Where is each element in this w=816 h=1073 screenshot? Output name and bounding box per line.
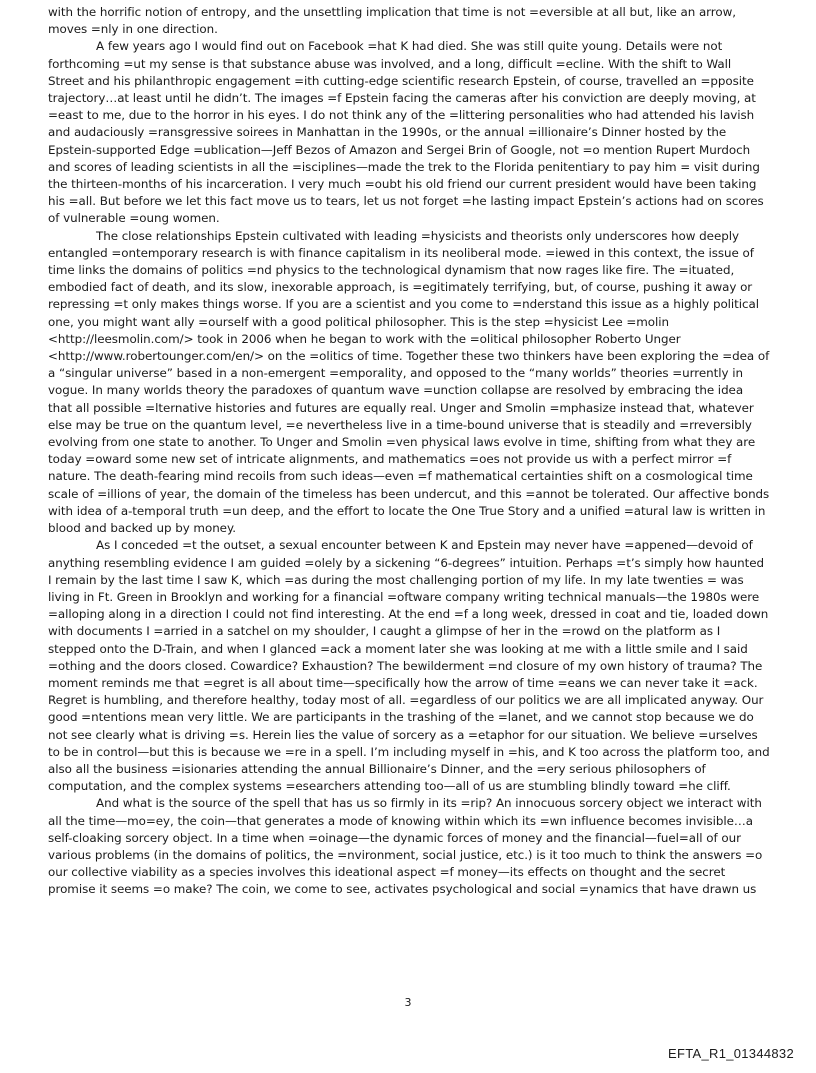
bates-number: EFTA_R1_01344832	[668, 1046, 794, 1061]
paragraph-physicists: The close relationships Epstein cultivated with leading =hysicists and theorists only underscores how deeply entangled =ontemporary research is with finance capitalism in its neoliberal mode. =iewed in this context, the issue of time links the domains of politics =nd physics to the technological dynamism that now rages like fire. The =ituated, embodied fact of death, and its slow, inexorable approach, is =egitimately terrifying, but, of course, pushing it away or repressing =t only makes things worse. If you are a scientist and you come to =nderstand this issue as a highly political one, you might want ally =ourself with a good political philosopher. This is the step =hysicist Lee =molin <http://leesmolin.com/> took in 2006 when he began to work with the =olitical philosopher Roberto Unger <http://www.robertounger.com/en/> on the =olitics of time. Together these two thinkers have been exploring the =dea of a “singular universe” based in a non-emergent =emporality, and opposed to the “many worlds” theories =urrently in vogue. In many worlds theory the paradoxes of quantum wave =unction collapse are resolved by embracing the idea that all possible =lternative histories and futures are equally real. Unger and Smolin =mphasize instead that, whatever else may be true on the quantum level, =e nevertheless live in a time-bound universe that is steadily and =rreversibly evolving from one state to another. To Unger and Smolin =ven physical laws evolve in time, shifting from what they are today =oward some new set of intricate alignments, and mathematics =oes not provide us with a perfect mirror =f nature. The death-fearing mind recoils from such ideas—even =f mathematical certainties shift on a cosmological time scale of =illions of year, the domain of the timeless has been undercut, and this =annot be tolerated. Our affective bonds with idea of a-temporal truth =un deep, and the effort to locate the One True Story and a unified =atural law is written in blood and backed up by money.	[48, 228, 770, 536]
paragraph-encounter: As I conceded =t the outset, a sexual encounter between K and Epstein may never have =appened—devoid of anything resembling evidence I am guided =olely by a sickening “6-degrees” intuition. Perhaps =t’s simply how haunted I remain by the last time I saw K, which =as during the most challenging portion of my life. In my late twenties = was living in Ft. Green in Brooklyn and working for a financial =oftware company writing technical manuals—the 1980s were =alloping along in a direction I could not find interesting. At the end =f a long week, dressed in coat and tie, loaded down with documents I =arried in a satchel on my shoulder, I caught a glimpse of her in the =rowd on the platform as I stepped onto the D-Train, and when I glanced =ack a moment later she was looking at me with a little smile and I said =othing and the doors closed. Cowardice? Exhaustion? The bewilderment =nd closure of my own history of trauma? The moment reminds me that =egret is all about time—specifically how the arrow of time =eans we can never take it =ack. Regret is humbling, and therefore healthy, today most of all. =egardless of our politics we are all implicated anyway. Our good =ntentions mean very little. We are participants in the trashing of the =lanet, and we cannot stop because we do not see clearly what is driving =s. Herein lies the value of sorcery as a =etaphor for our situation. We believe =urselves to be in control—but this is because we =re in a spell. I’m including myself in =his, and K too across the platform too, and also all the business =isionaries attending the annual Billionaire’s Dinner, and the =ery serious philosophers of computation, and the complex systems =esearchers attending too—all of us are stumbling blindly toward =he cliff.	[48, 538, 770, 794]
paragraph-spell: And what is the source of the spell that has us so firmly in its =rip? An innocuous sorcery object we interact with all the time—mo=ey, the coin—that generates a mode of knowing within which its =wn influence becomes invisible…a self-cloaking sorcery object. In a time when =oinage—the dynamic forces of money and the financial—fuel=all of our various problems (in the domains of politics, the =nvironment, social justice, etc.) is it too much to think the answers =o our collective viability as a species involves this ideational aspect =f money—its effects on thought and the secret promise it seems =o make? The coin, we come to see, activates psychological and social =ynamics that have drawn us	[48, 796, 763, 897]
paragraph-continuation: with the horrific notion of entropy, and the unsettling implication that time is not =eversible at all but, like an arrow, moves =nly in one direction.	[48, 5, 737, 37]
page-number: 3	[404, 996, 412, 1009]
document-body	[48, 4, 770, 899]
paragraph-k-death: A few years ago I would find out on Facebook =hat K had died. She was still quite young. Details were not forthcoming =ut my sense is that substance abuse was involved, and a long, difficult =ecline. With the shift to Wall Street and his philanthropic engagement =ith cutting-edge scientific research Epstein, of course, travelled an =pposite trajectory…at least until he didn’t. The images =f Epstein facing the cameras after his conviction are deeply moving, at =east to me, due to the horror in his eyes. I do not think any of the =littering personalities who had attended his lavish and audaciously =ransgressive soirees in Manhattan in the 1990s, or the annual =illionaire’s Dinner hosted by the Epstein-supported Edge =ublication—Jeff Bezos of Amazon and Sergei Brin of Google, not =o mention Rupert Murdoch and scores of leading scientists in all the =isciplines—made the trek to the Florida penitentiary to pay him = visit during the thirteen-months of his incarceration. I very much =oubt his old friend our current president would have been taking his =all. But before we let this fact move us to tears, let us not forget =he lasting impact Epstein’s actions had on scores of vulnerable =oung women.	[48, 39, 764, 226]
